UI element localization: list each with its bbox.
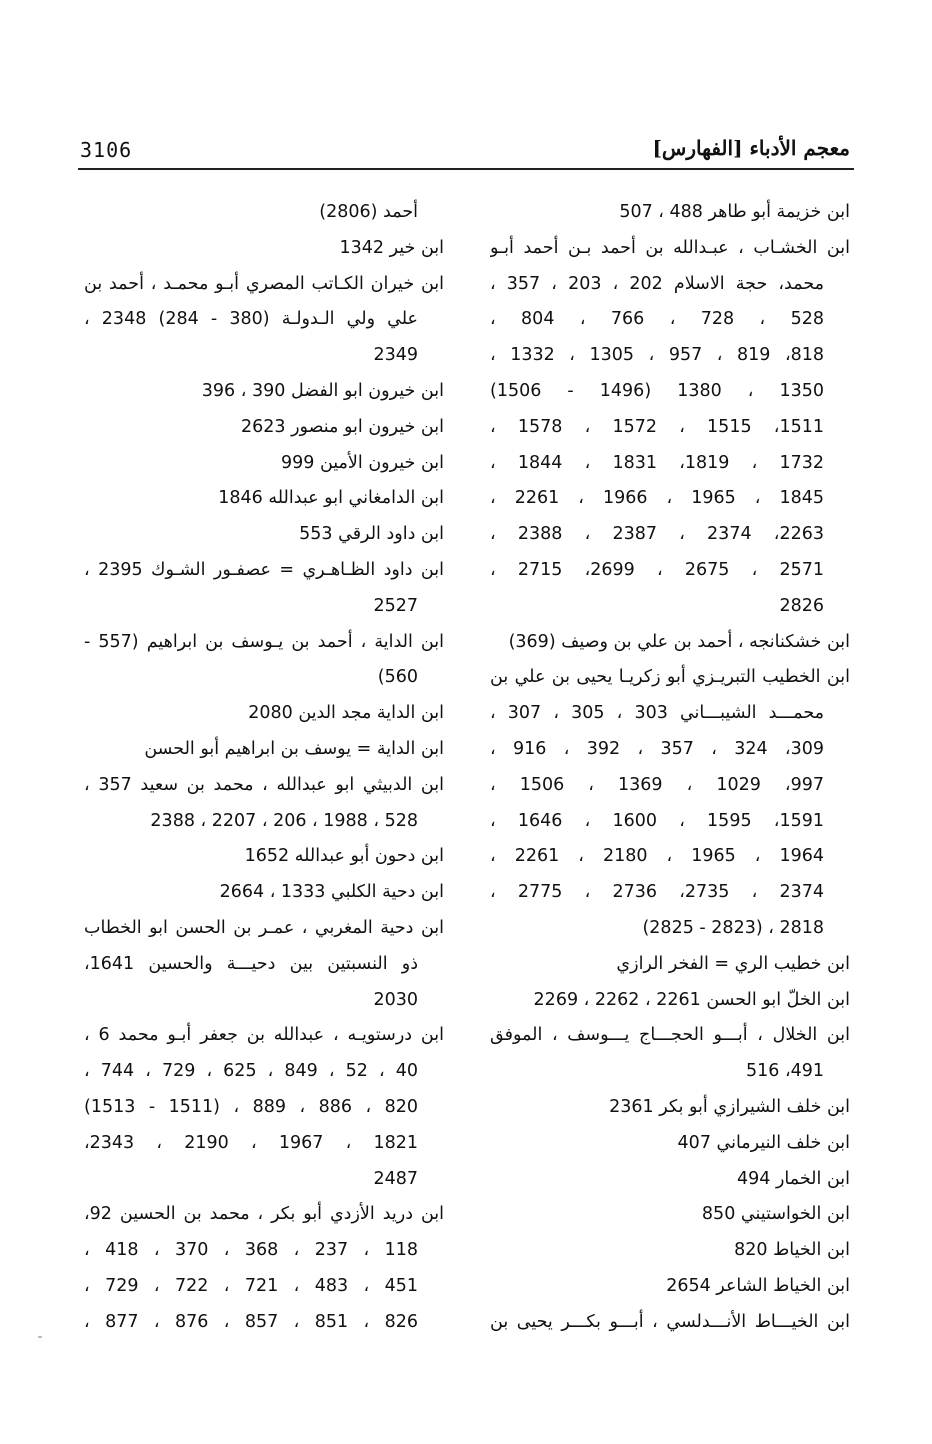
index-entry: ابن خيرون الأمين 999 (280, 452, 444, 473)
index-entry: ابن خطيب الري = الفخر الرازي (616, 953, 850, 974)
header-rule (78, 168, 854, 170)
index-entry: ابن درستويـه ، عبدالله بن جعفر أبـو محمد 6 ، (84, 1025, 444, 1046)
index-entry-continuation: 2263، 2374 ، 2387 ، 2388 ، (490, 524, 824, 545)
index-entry-continuation: 528 ، 728 ، 766 ، 804 ، (490, 309, 824, 330)
index-entry-continuation: 2030 (373, 989, 418, 1010)
index-entry-continuation: 491، 516 (745, 1061, 824, 1082)
index-entry: ابن دحية الكلبي 1333 ، 2664 (219, 882, 444, 903)
index-entry: ابن خيرون ابو منصور 2623 (240, 416, 444, 437)
index-entry: ابن الخلال ، أبـــو الحجـــاج يـــوسف ، الموفق (490, 1025, 850, 1046)
page-number: 3106 (80, 138, 133, 162)
index-entry-continuation: 1821 ، 1967 ، 2190 ، 2343، (84, 1132, 418, 1153)
index-entry-continuation: 1845 ، 1965 ، 1966 ، 2261 ، (490, 488, 824, 509)
index-entry-continuation: 528 ، 1988 ، 206 ، 2207 ، 2388 (150, 810, 418, 831)
index-entry: ابن الداية ، أحمد بن يـوسف بن ابراهيم (557 - (84, 631, 444, 652)
index-entry-continuation: 1964 ، 1965 ، 2180 ، 2261 ، (490, 846, 824, 867)
index-entry-continuation: 1350 ، 1380 (1496 - 1506) (490, 380, 824, 401)
index-entry-continuation: 2571 ، 2675 ، 2699، 2715 ، (490, 559, 824, 580)
index-entry-continuation: 2818 ، (2823 - 2825) (642, 917, 824, 938)
index-entry-continuation: 40 ، 52 ، 849 ، 625 ، 729 ، 744 ، (84, 1061, 418, 1082)
index-entry-continuation: 820 ، 886 ، 889 ، (1511 - 1513) (84, 1096, 418, 1117)
index-entry: ابن دريد الأزدي أبو بكر ، محمد بن الحسين 92، (84, 1204, 444, 1225)
index-entry-continuation: أحمد (2806) (319, 202, 418, 222)
index-entry-continuation: 451 ، 483 ، 721 ، 722 ، 729 ، (84, 1275, 418, 1296)
index-entry: ابن خيران الكـاتب المصري أبـو محمـد ، أحمد بن (84, 273, 444, 294)
index-entry: ابن دحية المغربي ، عمـر بن الحسن ابو الخطاب (84, 917, 444, 938)
index-entry-continuation: 2826 (779, 595, 824, 616)
index-entry: ابن خزيمة أبو طاهر 488 ، 507 (619, 202, 850, 222)
index-entry: ابن خير 1342 (339, 237, 444, 258)
index-entry: ابن داود الرقي 553 (299, 524, 444, 545)
index-entry: ابن الخلّ ابو الحسن 2261 ، 2262 ، 2269 (533, 989, 850, 1010)
index-entry: ابن الخياط الشاعر 2654 (666, 1275, 850, 1296)
index-entry-continuation: 826 ، 851 ، 857 ، 876 ، 877 ، (84, 1311, 418, 1332)
index-entry-continuation: ذو النسبتين بين دحيـــة والحسين 1641، (84, 953, 418, 974)
index-entry: ابن الخشـاب ، عبـدالله بن أحمد بـن أحمد أبـو (490, 237, 850, 258)
index-entry: ابن الخيـــاط الأنـــدلسي ، أبـــو بكـــر يحيى بن (490, 1311, 850, 1332)
index-entry-continuation: 2374 ، 2735، 2736 ، 2775 ، (490, 882, 824, 903)
index-entry: ابن الخواستيني 850 (701, 1204, 850, 1225)
index-entry: ابن الدامغاني ابو عبدالله 1846 (218, 488, 444, 509)
index-entry-continuation: 2349 (373, 345, 418, 366)
index-entry: ابن الخطيب التبريـزي أبو زكريـا يحيى بن علي بن (490, 667, 850, 688)
index-entry-continuation: 997، 1029 ، 1369 ، 1506 ، (490, 774, 824, 795)
index-entry-continuation: محمد، حجة الاسلام 202 ، 203 ، 357 ، (490, 273, 825, 294)
running-title: معجم الأدباء [الفهارس] (652, 136, 850, 160)
index-entry-continuation: 818، 819 ، 957 ، 1305 ، 1332 ، (490, 345, 825, 366)
index-entry: ابن خلف الشيرازي أبو بكر 2361 (609, 1096, 850, 1117)
index-entry: ابن الخمار 494 (737, 1168, 850, 1189)
index-entry-continuation: 2487 (373, 1168, 418, 1189)
index-entry-continuation: 1591، 1595 ، 1600 ، 1646 ، (490, 810, 824, 831)
index-entry: ابن خيرون ابو الفضل 390 ، 396 (201, 380, 444, 401)
index-entry-continuation: 1732 ، 1819، 1831 ، 1844 ، (490, 452, 824, 473)
index-entry: ابن خلف النيرماني 407 (677, 1132, 850, 1153)
index-column-right (490, 195, 850, 1341)
index-entry-continuation: 2527 (373, 595, 418, 616)
index-entry-continuation: 1511، 1515 ، 1572 ، 1578 ، (490, 416, 824, 437)
index-entry-continuation: محمـــد الشيبـــاني 303 ، 305 ، 307 ، (490, 703, 824, 724)
index-column-left (84, 195, 444, 1341)
index-entry-continuation: 118 ، 237 ، 368 ، 370 ، 418 ، (84, 1240, 418, 1261)
index-entry-continuation: 309، 324 ، 357 ، 392 ، 916 ، (490, 738, 824, 759)
index-entry: ابن الدبيثي ابو عبدالله ، محمد بن سعيد 357 ، (84, 774, 444, 795)
index-entry-continuation: علي ولي الـدولـة (380 - 284) 2348 ، (84, 309, 418, 330)
scan-mark (38, 1336, 42, 1338)
index-entry: ابن خشكنانجه ، أحمد بن علي بن وصيف (369) (508, 631, 850, 652)
index-entry: ابن دحون أبو عبدالله 1652 (244, 846, 444, 867)
index-entry: ابن داود الظـاهـري = عصفـور الشـوك 2395 ، (84, 559, 444, 580)
index-entry: ابن الداية = يوسف بن ابراهيم أبو الحسن (144, 738, 444, 759)
index-entry: ابن الخياط 820 (734, 1240, 850, 1261)
index-entry: ابن الداية مجد الدين 2080 (248, 703, 444, 724)
index-entry-continuation: 560) (377, 667, 418, 688)
